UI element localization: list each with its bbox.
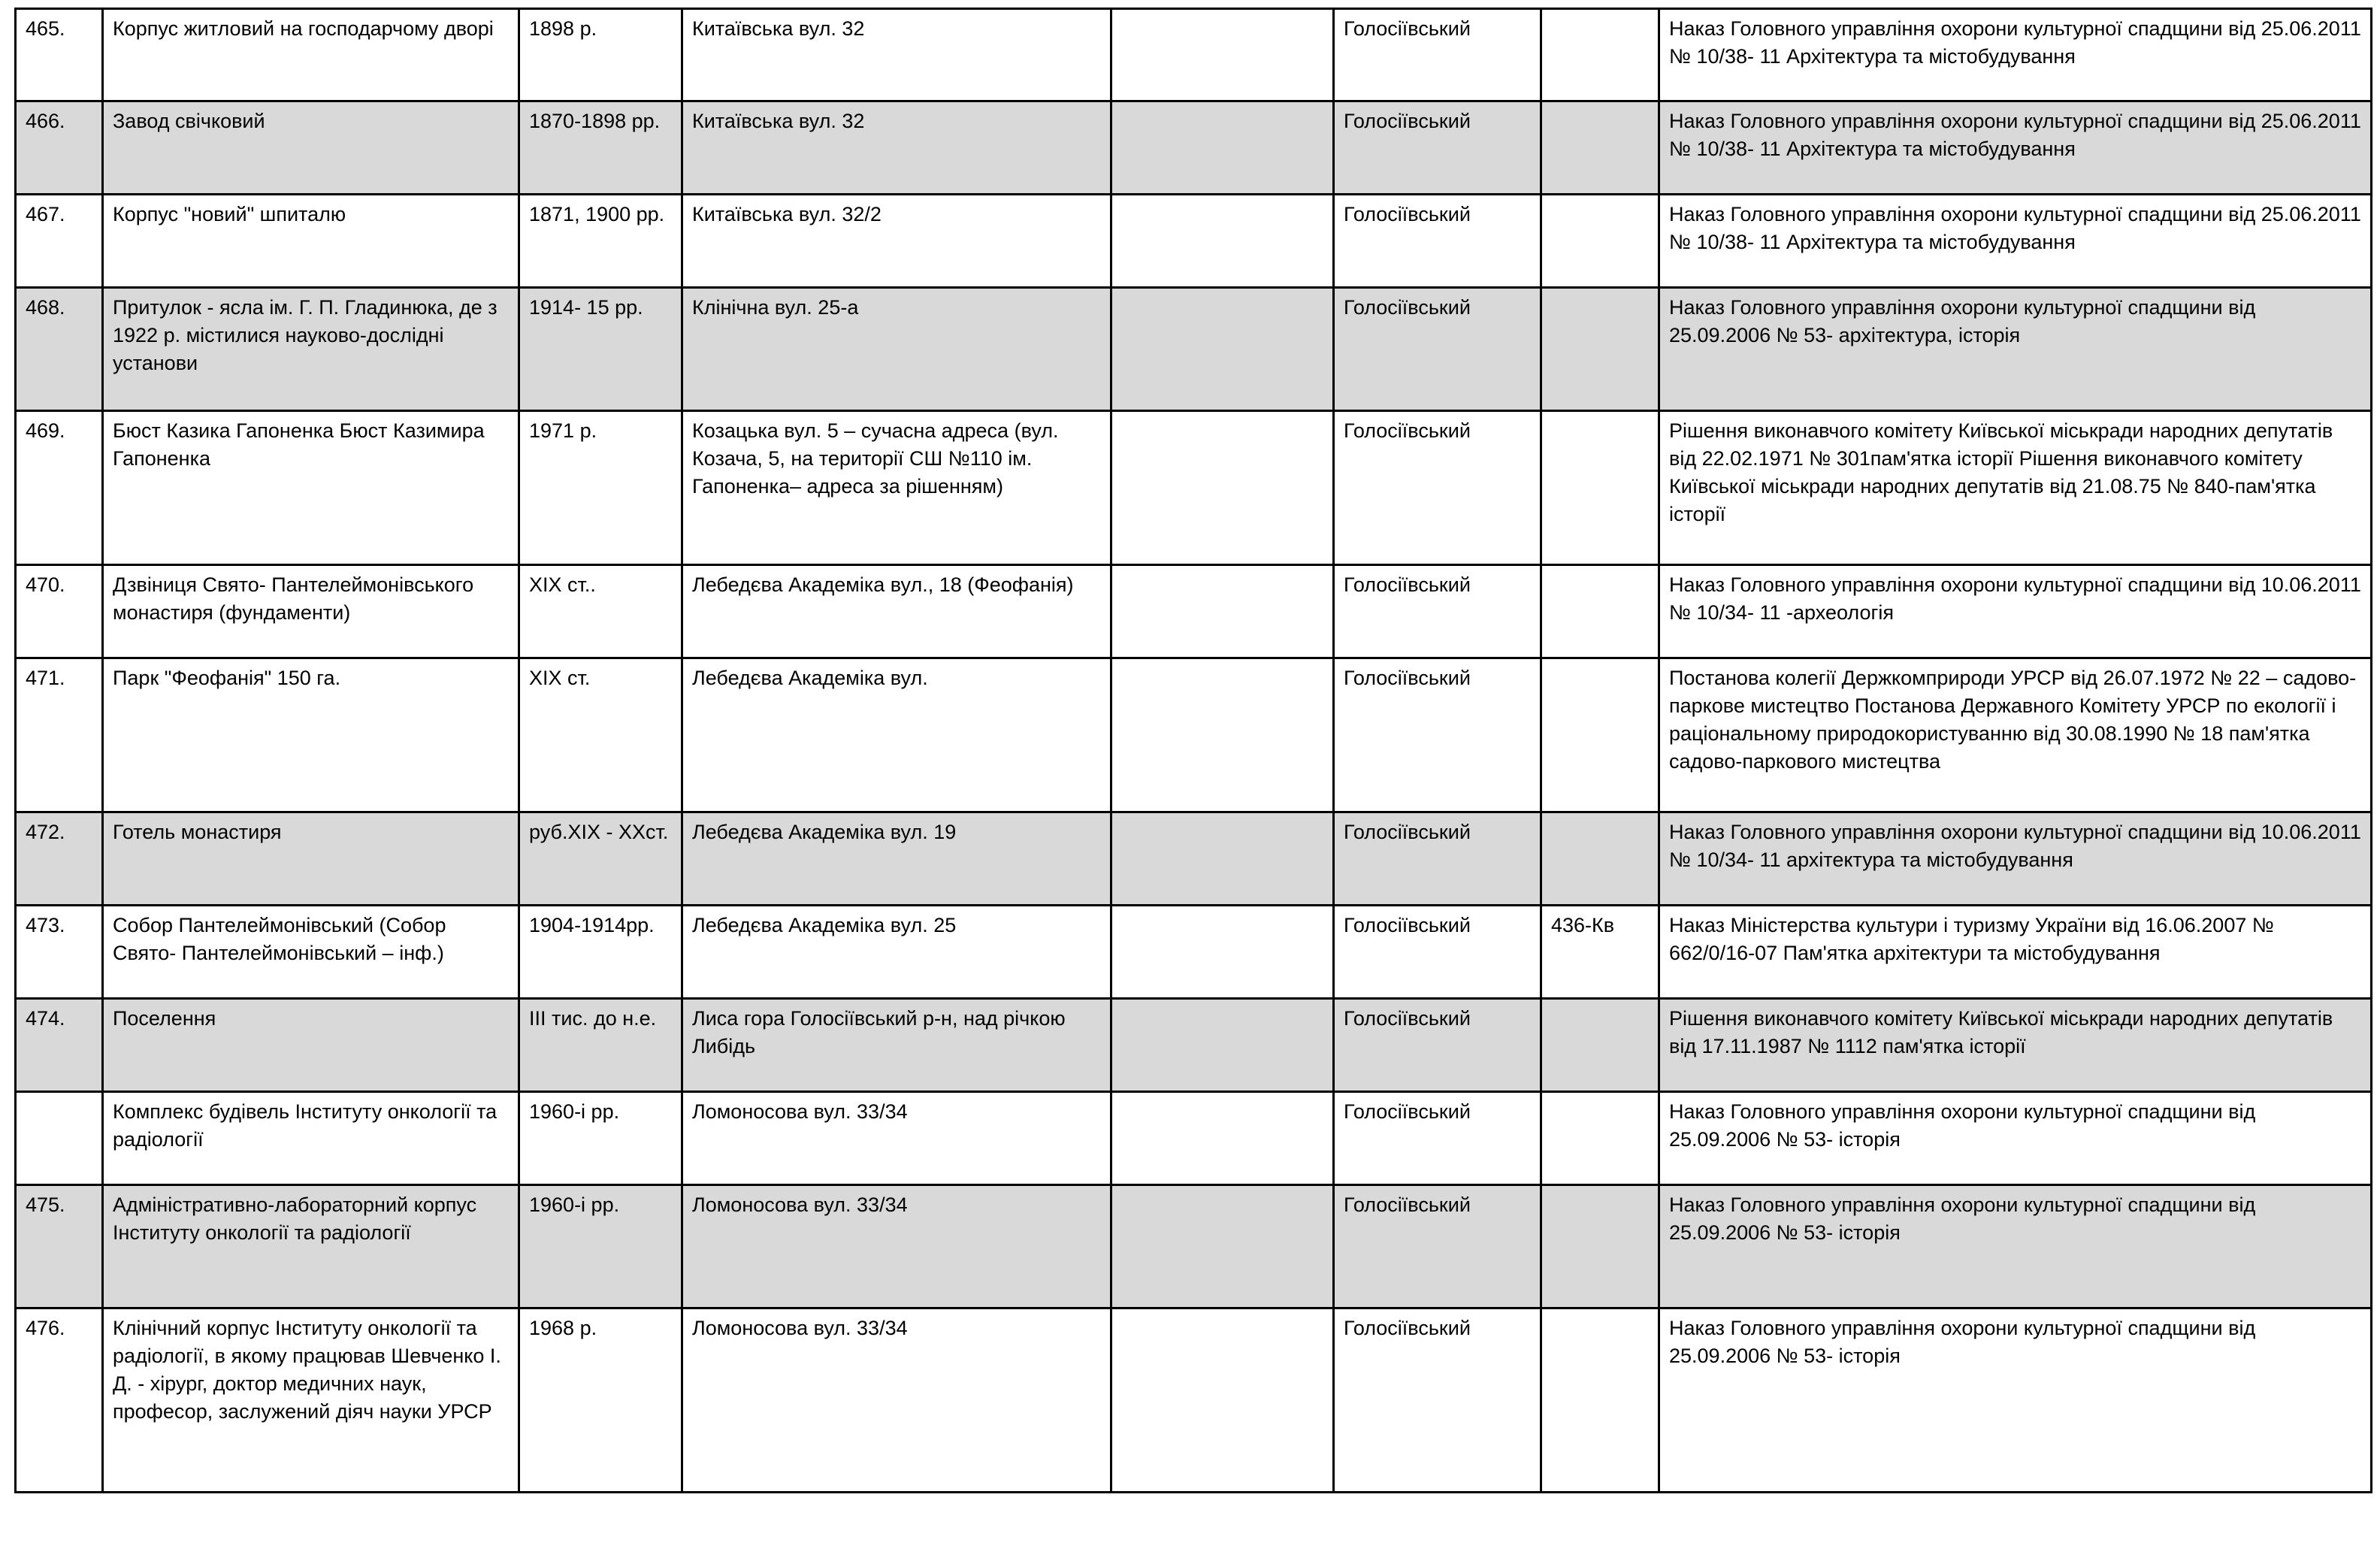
cell-object-name: Поселення — [103, 999, 519, 1092]
cell-registry-code — [1541, 1185, 1659, 1308]
cell-object-name: Корпус "новий" шпиталю — [103, 195, 519, 288]
cell-number: 469. — [16, 411, 103, 565]
cell-district: Голосіївський — [1334, 195, 1541, 288]
cell-extra — [1111, 658, 1334, 812]
cell-registry-code — [1541, 1308, 1659, 1493]
cell-registry-code — [1541, 658, 1659, 812]
cell-registry-code: 436-Кв — [1541, 906, 1659, 999]
cell-address: Ломоносова вул. 33/34 — [682, 1092, 1111, 1185]
cell-number: 467. — [16, 195, 103, 288]
cell-legal-document: Наказ Головного управління охорони культурної спадщини від 25.09.2006 № 53- історія — [1659, 1185, 2372, 1308]
cell-district: Голосіївський — [1334, 411, 1541, 565]
cell-district: Голосіївський — [1334, 906, 1541, 999]
table-row — [16, 812, 2372, 906]
cell-number: 473. — [16, 906, 103, 999]
cell-number: 472. — [16, 812, 103, 906]
cell-number: 476. — [16, 1308, 103, 1493]
cell-registry-code — [1541, 411, 1659, 565]
cell-extra — [1111, 565, 1334, 658]
cell-district: Голосіївський — [1334, 565, 1541, 658]
cell-date: ХІХ ст.. — [519, 565, 682, 658]
cell-legal-document: Наказ Головного управління охорони культурної спадщини від 10.06.2011 № 10/34- 11 -археологія — [1659, 565, 2372, 658]
table-row — [16, 1092, 2372, 1185]
heritage-registry-table — [14, 8, 2372, 1493]
cell-address: Лебедєва Академіка вул. 25 — [682, 906, 1111, 999]
cell-date: 1914- 15 рр. — [519, 288, 682, 411]
cell-extra — [1111, 999, 1334, 1092]
cell-legal-document: Наказ Головного управління охорони культурної спадщини від 25.09.2006 № 53- історія — [1659, 1092, 2372, 1185]
cell-object-name: Парк "Феофанія" 150 га. — [103, 658, 519, 812]
cell-object-name: Корпус житловий на господарчому дворі — [103, 9, 519, 101]
cell-number: 474. — [16, 999, 103, 1092]
cell-legal-document: Рішення виконавчого комітету Київської міськради народних депутатів від 17.11.1987 № 1112 пам'ятка історії — [1659, 999, 2372, 1092]
cell-registry-code — [1541, 565, 1659, 658]
cell-address: Китаївська вул. 32/2 — [682, 195, 1111, 288]
cell-object-name: Завод свічковий — [103, 101, 519, 195]
cell-legal-document: Постанова колегії Держкомприроди УРСР від 26.07.1972 № 22 – садово-паркове мистецтво Постанова Державного Комітету УРСР по екології і раціональному природокористуванню від 30.08.1990 № 18 пам'ятка садово-паркового мистецтва — [1659, 658, 2372, 812]
cell-extra — [1111, 411, 1334, 565]
cell-number: 466. — [16, 101, 103, 195]
cell-legal-document: Рішення виконавчого комітету Київської міськради народних депутатів від 22.02.1971 № 301пам'ятка історії Рішення виконавчого комітету Київської міськради народних депутатів від 21.08.75 № 840-пам'ятка історії — [1659, 411, 2372, 565]
cell-district: Голосіївський — [1334, 812, 1541, 906]
cell-object-name: Комплекс будівель Інституту онкології та радіології — [103, 1092, 519, 1185]
cell-date: ХІХ ст. — [519, 658, 682, 812]
table-row — [16, 999, 2372, 1092]
cell-date: ІІІ тис. до н.е. — [519, 999, 682, 1092]
cell-district: Голосіївський — [1334, 101, 1541, 195]
cell-object-name: Бюст Казика Гапоненка Бюст Казимира Гапоненка — [103, 411, 519, 565]
cell-extra — [1111, 906, 1334, 999]
cell-number: 471. — [16, 658, 103, 812]
cell-registry-code — [1541, 9, 1659, 101]
cell-date: 1960-і рр. — [519, 1092, 682, 1185]
table-row — [16, 9, 2372, 101]
table-row — [16, 101, 2372, 195]
cell-legal-document: Наказ Головного управління охорони культурної спадщини від 25.06.2011 № 10/38- 11 Архітектура та містобудування — [1659, 195, 2372, 288]
cell-registry-code — [1541, 812, 1659, 906]
cell-object-name: Собор Пантелеймонівський (Собор Свято- Пантелеймонівський – інф.) — [103, 906, 519, 999]
cell-registry-code — [1541, 1092, 1659, 1185]
cell-object-name: Готель монастиря — [103, 812, 519, 906]
cell-extra — [1111, 1092, 1334, 1185]
cell-object-name: Притулок - ясла ім. Г. П. Гладинюка, де з 1922 р. містилися науково-дослідні установи — [103, 288, 519, 411]
cell-district: Голосіївський — [1334, 1308, 1541, 1493]
cell-district: Голосіївський — [1334, 999, 1541, 1092]
cell-district: Голосіївський — [1334, 288, 1541, 411]
cell-number: 475. — [16, 1185, 103, 1308]
table-row — [16, 1185, 2372, 1308]
cell-legal-document: Наказ Головного управління охорони культурної спадщини від 25.09.2006 № 53- історія — [1659, 1308, 2372, 1493]
cell-object-name: Адміністративно-лабораторний корпус Інституту онкології та радіології — [103, 1185, 519, 1308]
table-row — [16, 1308, 2372, 1493]
cell-address: Лебедєва Академіка вул., 18 (Феофанія) — [682, 565, 1111, 658]
table-row — [16, 288, 2372, 411]
table-body — [16, 9, 2372, 1493]
cell-district: Голосіївський — [1334, 658, 1541, 812]
cell-date: руб.ХІХ - ХХст. — [519, 812, 682, 906]
cell-address: Клінічна вул. 25-а — [682, 288, 1111, 411]
cell-address: Ломоносова вул. 33/34 — [682, 1308, 1111, 1493]
cell-legal-document: Наказ Головного управління охорони культурної спадщини від 25.09.2006 № 53- архітектура, історія — [1659, 288, 2372, 411]
cell-address: Китаївська вул. 32 — [682, 9, 1111, 101]
cell-number: 468. — [16, 288, 103, 411]
table-row — [16, 906, 2372, 999]
cell-legal-document: Наказ Головного управління охорони культурної спадщини від 25.06.2011 № 10/38- 11 Архітектура та містобудування — [1659, 101, 2372, 195]
cell-extra — [1111, 812, 1334, 906]
cell-district: Голосіївський — [1334, 9, 1541, 101]
cell-object-name: Дзвіниця Свято- Пантелеймонівського монастиря (фундаменти) — [103, 565, 519, 658]
cell-extra — [1111, 195, 1334, 288]
cell-registry-code — [1541, 101, 1659, 195]
cell-address: Козацька вул. 5 – сучасна адреса (вул. Козача, 5, на території СШ №110 ім. Гапоненка– адреса за рішенням) — [682, 411, 1111, 565]
cell-extra — [1111, 288, 1334, 411]
cell-address: Китаївська вул. 32 — [682, 101, 1111, 195]
cell-address: Лебедєва Академіка вул. 19 — [682, 812, 1111, 906]
cell-legal-document: Наказ Головного управління охорони культурної спадщини від 25.06.2011 № 10/38- 11 Архітектура та містобудування — [1659, 9, 2372, 101]
cell-date: 1871, 1900 рр. — [519, 195, 682, 288]
cell-object-name: Клінічний корпус Інституту онкології та радіології, в якому працював Шевченко І. Д. - хірург, доктор медичних наук, професор, заслужений діяч науки УРСР — [103, 1308, 519, 1493]
table-row — [16, 195, 2372, 288]
table-row — [16, 658, 2372, 812]
cell-date: 1870-1898 рр. — [519, 101, 682, 195]
cell-registry-code — [1541, 195, 1659, 288]
cell-district: Голосіївський — [1334, 1185, 1541, 1308]
cell-extra — [1111, 1185, 1334, 1308]
cell-date: 1971 р. — [519, 411, 682, 565]
cell-address: Лебедєва Академіка вул. — [682, 658, 1111, 812]
cell-legal-document: Наказ Головного управління охорони культурної спадщини від 10.06.2011 № 10/34- 11 архітектура та містобудування — [1659, 812, 2372, 906]
cell-legal-document: Наказ Міністерства культури і туризму України від 16.06.2007 № 662/0/16-07 Пам'ятка архітектури та містобудування — [1659, 906, 2372, 999]
cell-extra — [1111, 101, 1334, 195]
cell-number: 470. — [16, 565, 103, 658]
cell-number: 465. — [16, 9, 103, 101]
cell-registry-code — [1541, 999, 1659, 1092]
cell-extra — [1111, 1308, 1334, 1493]
cell-address: Ломоносова вул. 33/34 — [682, 1185, 1111, 1308]
cell-number — [16, 1092, 103, 1185]
table-row — [16, 565, 2372, 658]
table-row — [16, 411, 2372, 565]
cell-date: 1960-і рр. — [519, 1185, 682, 1308]
cell-extra — [1111, 9, 1334, 101]
cell-registry-code — [1541, 288, 1659, 411]
cell-date: 1898 р. — [519, 9, 682, 101]
cell-date: 1904-1914рр. — [519, 906, 682, 999]
cell-date: 1968 р. — [519, 1308, 682, 1493]
cell-address: Лиса гора Голосіївський р-н, над річкою Либідь — [682, 999, 1111, 1092]
cell-district: Голосіївський — [1334, 1092, 1541, 1185]
